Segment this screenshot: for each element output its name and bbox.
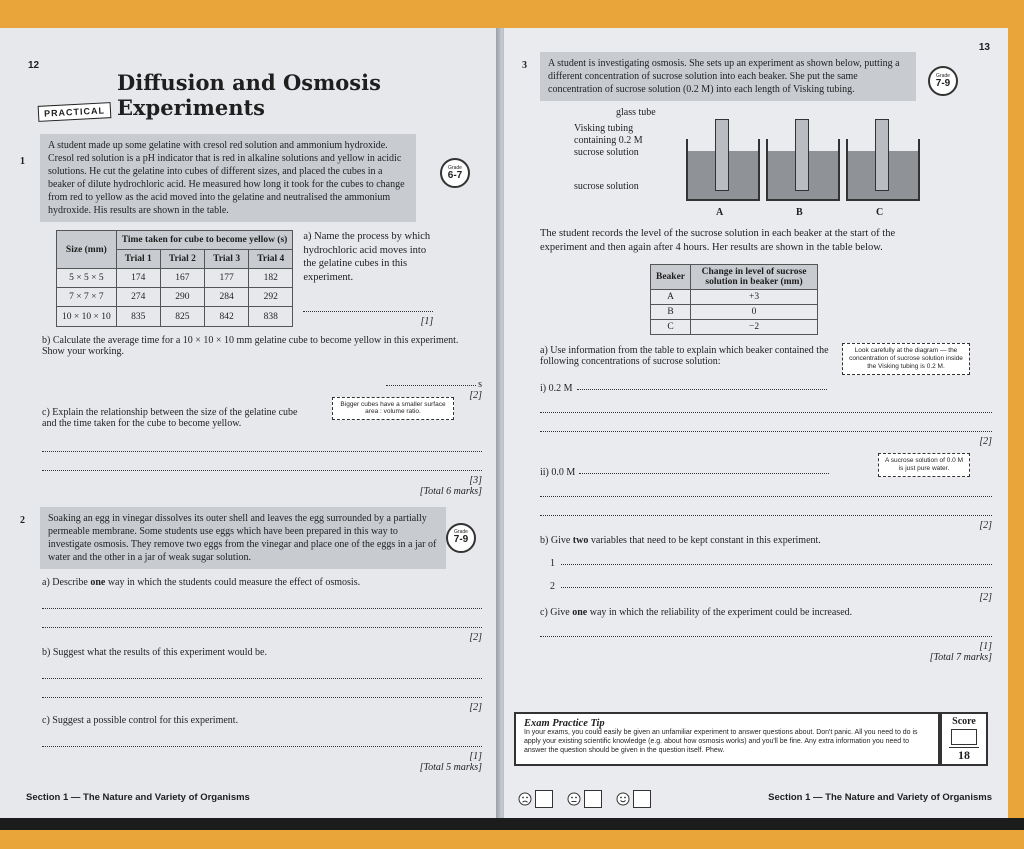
answer-line[interactable] bbox=[42, 683, 482, 698]
answer-line[interactable] bbox=[42, 664, 482, 679]
question-1c: c) Explain the relationship between the size of the gelatine cube and the time taken for the cube to become yellow. Bigger cubes have a smaller surface area : volume ratio. [3] [Total 6 marks] bbox=[42, 407, 482, 497]
label-visking-tubing: Visking tubing containing 0.2 M sucrose solution bbox=[574, 123, 643, 158]
experiment-diagram bbox=[540, 107, 992, 227]
question-1a: a) Name the process by which hydrochloric acid moves into the gelatine cubes in this experiment. [1] bbox=[303, 231, 434, 327]
page-number: 12 bbox=[28, 60, 40, 71]
results-table bbox=[56, 230, 293, 327]
question-number: 1 bbox=[20, 156, 25, 167]
page-header bbox=[38, 70, 482, 120]
hint-box: Look carefully at the diagram — the concentration of sucrose solution inside the Visking tubing is 0.2 M. bbox=[842, 343, 970, 374]
question-2c: c) Suggest a possible control for this experiment. [1] [Total 5 marks] bbox=[42, 714, 482, 773]
grade-badge: Grade 7-9 bbox=[928, 66, 958, 96]
question-intro bbox=[40, 134, 416, 222]
table-row: B 0 bbox=[651, 305, 818, 320]
answer-line[interactable] bbox=[42, 594, 482, 609]
table-row: 7 × 7 × 7 274 290 284 292 bbox=[57, 288, 293, 307]
tip-title: Exam Practice Tip bbox=[524, 718, 605, 729]
label-glass-tube: glass tube bbox=[616, 107, 656, 118]
exam-tip-box bbox=[514, 712, 940, 766]
table-row: A +3 bbox=[651, 290, 818, 305]
sad-face-icon bbox=[518, 792, 532, 806]
hint-box: Bigger cubes have a smaller surface area : volume ratio. bbox=[332, 397, 454, 421]
self-assessment bbox=[518, 790, 651, 808]
results-table bbox=[650, 264, 818, 335]
question-1b: b) Calculate the average time for a 10 × 10 × 10 mm gelatine cube to become yellow in this experiment. Show your working. s [2] bbox=[42, 334, 482, 401]
table-header: Trial 4 bbox=[249, 250, 293, 269]
hint-box: A sucrose solution of 0.0 M is just pure water. bbox=[878, 453, 970, 477]
answer-line[interactable] bbox=[561, 573, 992, 588]
answer-line[interactable] bbox=[540, 398, 992, 413]
question-number: 3 bbox=[522, 60, 527, 71]
answer-line[interactable] bbox=[386, 371, 476, 386]
visking-tube-icon bbox=[875, 119, 889, 191]
book-edge bbox=[0, 818, 1024, 830]
intro-text: A student made up some gelatine with cresol red solution and ammonium hydroxide. Cresol red solution is a pH indicator that is red in alkaline solutions and yellow in acidic solutions. He cut the gelatine into cubes of different sizes, and placed the cubes in a beaker of dilute hydrochloric acid. He measured how long it took for the cubes to change from red to yellow as the acid moved into the gelatine and neutralised the ammonium hydroxide. His results are shown in the table. bbox=[48, 140, 405, 216]
table-header: Trial 2 bbox=[160, 250, 204, 269]
table-header: Trial 3 bbox=[205, 250, 249, 269]
beaker-label: C bbox=[876, 207, 884, 218]
question-3c: c) Give one way in which the reliability of the experiment could be increased. [1] [Total 7 marks] bbox=[540, 607, 992, 664]
question-3b: b) Give two variables that need to be kept constant in this experiment. 1 2 [2] bbox=[540, 535, 992, 604]
checkbox[interactable] bbox=[584, 790, 602, 808]
total-marks: [Total 6 marks] bbox=[419, 485, 482, 497]
grade-badge: Grade 7-9 bbox=[446, 523, 476, 553]
neutral-face-icon bbox=[567, 792, 581, 806]
question-1 bbox=[20, 134, 482, 497]
table-row: 10 × 10 × 10 835 825 842 838 bbox=[57, 307, 293, 326]
checkbox[interactable] bbox=[535, 790, 553, 808]
table-header: Time taken for cube to become yellow (s) bbox=[116, 231, 293, 250]
table-row: 5 × 5 × 5 174 167 177 182 bbox=[57, 269, 293, 288]
answer-line[interactable] bbox=[42, 613, 482, 628]
checkbox[interactable] bbox=[633, 790, 651, 808]
left-page bbox=[0, 28, 500, 828]
question-number: 2 bbox=[20, 514, 25, 526]
answer-line[interactable] bbox=[540, 501, 992, 516]
question-2 bbox=[20, 507, 482, 773]
beaker-label: B bbox=[796, 207, 803, 218]
label-sucrose-solution: sucrose solution bbox=[574, 181, 639, 192]
tip-text: In your exams, you could easily be given an unfamiliar experiment to answer questions about. Don't panic. All you need to do is apply your existing scientific knowledge (e.g. about how osmosis works) and you'll be fine. Any extra information you need to answer the question should be given in the question itself. Phew. bbox=[524, 729, 918, 754]
table-row: C −2 bbox=[651, 320, 818, 335]
page-footer: Section 1 — The Nature and Variety of Organisms bbox=[26, 792, 250, 803]
question-2b: b) Suggest what the results of this experiment would be. [2] bbox=[42, 646, 482, 713]
page-footer: Section 1 — The Nature and Variety of Organisms bbox=[768, 792, 992, 803]
page-number: 13 bbox=[978, 42, 990, 53]
total-marks: [Total 7 marks] bbox=[929, 652, 992, 664]
answer-line[interactable] bbox=[561, 550, 992, 565]
intro-text: Soaking an egg in vinegar dissolves its outer shell and leaves the egg surrounded by a partially permeable membrane. Some students use eggs which have been prepared in this way to investigate osmosis. They remove two eggs from the vinegar and place one of the eggs in a jar of water and the other in a jar of weak sugar solution. bbox=[48, 512, 437, 563]
beaker-label: A bbox=[716, 207, 724, 218]
practical-badge: PRACTICAL bbox=[38, 102, 112, 122]
answer-line[interactable] bbox=[577, 375, 827, 390]
answer-line[interactable] bbox=[540, 417, 992, 432]
answer-line[interactable] bbox=[540, 622, 992, 637]
question-intro bbox=[540, 52, 916, 101]
open-book bbox=[0, 28, 1024, 828]
grade-badge: Grade 6-7 bbox=[440, 158, 470, 188]
total-marks: [Total 5 marks] bbox=[419, 761, 482, 773]
right-page bbox=[504, 28, 1008, 828]
visking-tube-icon bbox=[715, 119, 729, 191]
table-header: Trial 1 bbox=[116, 250, 160, 269]
question-3 bbox=[522, 52, 992, 664]
page-title: Diffusion and Osmosis Experiments bbox=[117, 70, 381, 120]
table-header: Beaker bbox=[651, 265, 691, 290]
question-3a: a) Use information from the table to explain which beaker contained the following concentrations of sucrose solution: Look carefully at the diagram — the concentration of sucrose solution inside the Visking tubing is 0.2 M. i) 0.2 M [2] ii) 0.0 M A sucrose solution of 0.0 M is just pure water. [2] bbox=[540, 345, 992, 532]
intro-text: A student is investigating osmosis. She sets up an experiment as shown below, putting a different concentration of sucrose solution into each beaker. She put the same concentration of sucrose solution (0.2 M) into each length of Visking tubing. bbox=[548, 58, 900, 95]
score-input[interactable] bbox=[951, 729, 977, 745]
records-text: The student records the level of the sucrose solution in each beaker at the start of the experiment and then again after 4 hours. Her results are shown in the table below. bbox=[540, 228, 896, 253]
answer-line[interactable] bbox=[303, 297, 433, 312]
question-intro bbox=[40, 507, 446, 569]
answer-line[interactable] bbox=[579, 459, 829, 474]
answer-line[interactable] bbox=[540, 482, 992, 497]
answer-line[interactable] bbox=[42, 732, 482, 747]
table-header: Size (mm) bbox=[57, 231, 117, 269]
happy-face-icon bbox=[616, 792, 630, 806]
question-2a: a) Describe one way in which the students could measure the effect of osmosis. [2] bbox=[42, 576, 482, 643]
score-box: Score 18 bbox=[940, 712, 988, 766]
visking-tube-icon bbox=[795, 119, 809, 191]
table-header: Change in level of sucrose solution in beaker (mm) bbox=[691, 265, 818, 290]
answer-line[interactable] bbox=[42, 456, 482, 471]
answer-line[interactable] bbox=[42, 437, 482, 452]
